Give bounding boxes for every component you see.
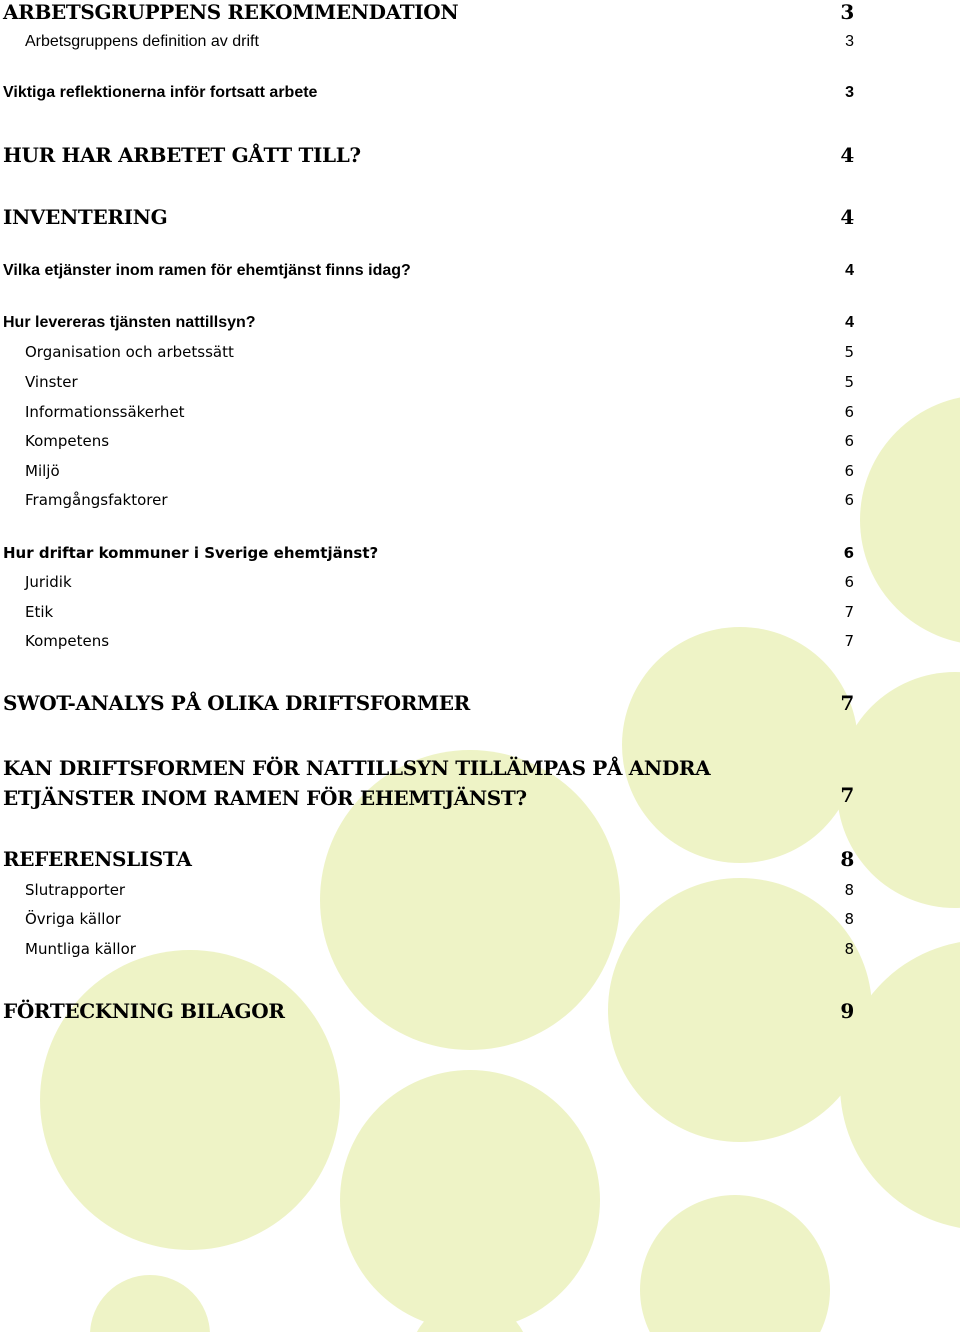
toc-entry-framgangsfaktorer[interactable] <box>0 488 960 518</box>
toc-entry-page: 6 <box>844 491 854 509</box>
toc-entry-label: Organisation och arbetssätt <box>25 343 234 361</box>
toc-entry-vinster[interactable] <box>0 370 960 400</box>
toc-entry-label: Kompetens <box>25 632 110 650</box>
toc-entry-page: 8 <box>844 940 854 958</box>
toc-entry-kompetens[interactable] <box>0 629 960 659</box>
toc-entry-page: 6 <box>844 432 854 450</box>
toc-entry-miljo[interactable] <box>0 459 960 489</box>
toc-entry-page: 9 <box>840 999 854 1023</box>
toc-entry-page: 6 <box>844 573 854 591</box>
toc-entry-etik[interactable] <box>0 600 960 630</box>
toc-entry-kompetens[interactable] <box>0 429 960 459</box>
toc-entry-label: Övriga källor <box>25 910 121 928</box>
toc-entry-page: 4 <box>845 262 854 279</box>
toc-entry-page: 7 <box>844 632 854 650</box>
toc-entry-label: ARBETSGRUPPENS REKOMMENDATION <box>3 0 459 24</box>
toc-entry-label: FÖRTECKNING BILAGOR <box>3 999 285 1023</box>
toc-entry-page: 8 <box>844 881 854 899</box>
toc-entry-label: REFERENSLISTA <box>3 847 192 871</box>
toc-entry-label: Hur levereras tjänsten nattillsyn? <box>3 314 256 331</box>
toc-entry-label: INVENTERING <box>3 205 168 229</box>
toc-entry-label: SWOT-ANALYS PÅ OLIKA DRIFTSFORMER <box>3 691 470 715</box>
toc-entry-hur-levereras-nattillsyn[interactable] <box>0 311 960 341</box>
toc-entry-organisation-och-arbetssatt[interactable] <box>0 340 960 370</box>
toc-entry-vilka-etjanster[interactable] <box>0 259 960 289</box>
toc-entry-definition-av-drift[interactable] <box>0 30 960 60</box>
toc-entry-label: Vinster <box>25 373 78 391</box>
toc-entry-page: 7 <box>840 691 854 715</box>
toc-entry-page: 5 <box>844 343 854 361</box>
toc-entry-label: Framgångsfaktorer <box>25 491 168 509</box>
toc-entry-page: 7 <box>844 603 854 621</box>
toc-entry-referenslista[interactable] <box>0 847 960 877</box>
toc-entry-page: 8 <box>840 847 854 871</box>
toc-entry-label: Juridik <box>25 573 72 591</box>
toc-entry-page: 3 <box>840 0 854 24</box>
toc-entry-page: 5 <box>844 373 854 391</box>
toc-entry-inventering[interactable] <box>0 205 960 235</box>
toc-entry-page: 3 <box>845 84 854 101</box>
toc-entry-forteckning-bilagor[interactable] <box>0 999 960 1029</box>
toc-entry-arbetsgruppens-rekommendation[interactable] <box>0 0 960 30</box>
toc-entry-label: Informationssäkerhet <box>25 403 185 421</box>
toc-entry-slutrapporter[interactable] <box>0 878 960 908</box>
toc-entry-label: Hur driftar kommuner i Sverige ehemtjänst? <box>3 544 379 562</box>
toc-entry-swot-analys[interactable] <box>0 691 960 721</box>
toc-entry-label: Kompetens <box>25 432 110 450</box>
toc-entry-page: 6 <box>844 462 854 480</box>
toc-entry-juridik[interactable] <box>0 570 960 600</box>
toc-entry-label: Vilka etjänster inom ramen för ehemtjänst finns idag? <box>3 262 411 279</box>
toc-entry-muntliga-kallor[interactable] <box>0 937 960 967</box>
toc-entry-label: Miljö <box>25 462 60 480</box>
toc-entry-label: KAN DRIFTSFORMEN FÖR NATTILLSYN TILLÄMPAS PÅ ANDRA ETJÄNSTER INOM RAMEN FÖR EHEMTJÄNST? <box>3 756 711 810</box>
toc-entry-page: 7 <box>840 783 854 807</box>
toc-entry-ovriga-kallor[interactable] <box>0 907 960 937</box>
toc-entry-page: 4 <box>845 314 854 331</box>
toc-entry-hur-har-arbetet-gatt-till[interactable] <box>0 143 960 173</box>
toc-entry-kan-driftsformen[interactable] <box>0 757 960 817</box>
toc-entry-label: Etik <box>25 603 54 621</box>
toc-entry-page: 6 <box>844 403 854 421</box>
toc-entry-label: Slutrapporter <box>25 881 126 899</box>
toc-entry-viktiga-reflektionerna[interactable] <box>0 81 960 111</box>
toc-entry-label: Arbetsgruppens definition av drift <box>25 33 259 50</box>
toc-entry-page: 4 <box>840 205 854 229</box>
toc-entry-page: 8 <box>844 910 854 928</box>
toc-entry-hur-driftar-kommuner[interactable] <box>0 541 960 571</box>
toc-entry-label: HUR HAR ARBETET GÅTT TILL? <box>3 143 361 167</box>
toc-entry-page: 4 <box>840 143 854 167</box>
toc-entry-label: Muntliga källor <box>25 940 136 958</box>
toc-entry-label: Viktiga reflektionerna inför fortsatt arbete <box>3 84 318 101</box>
toc-entry-page: 6 <box>843 544 854 562</box>
toc-entry-page: 3 <box>845 33 854 50</box>
toc-entry-informationssakerhet[interactable] <box>0 400 960 430</box>
